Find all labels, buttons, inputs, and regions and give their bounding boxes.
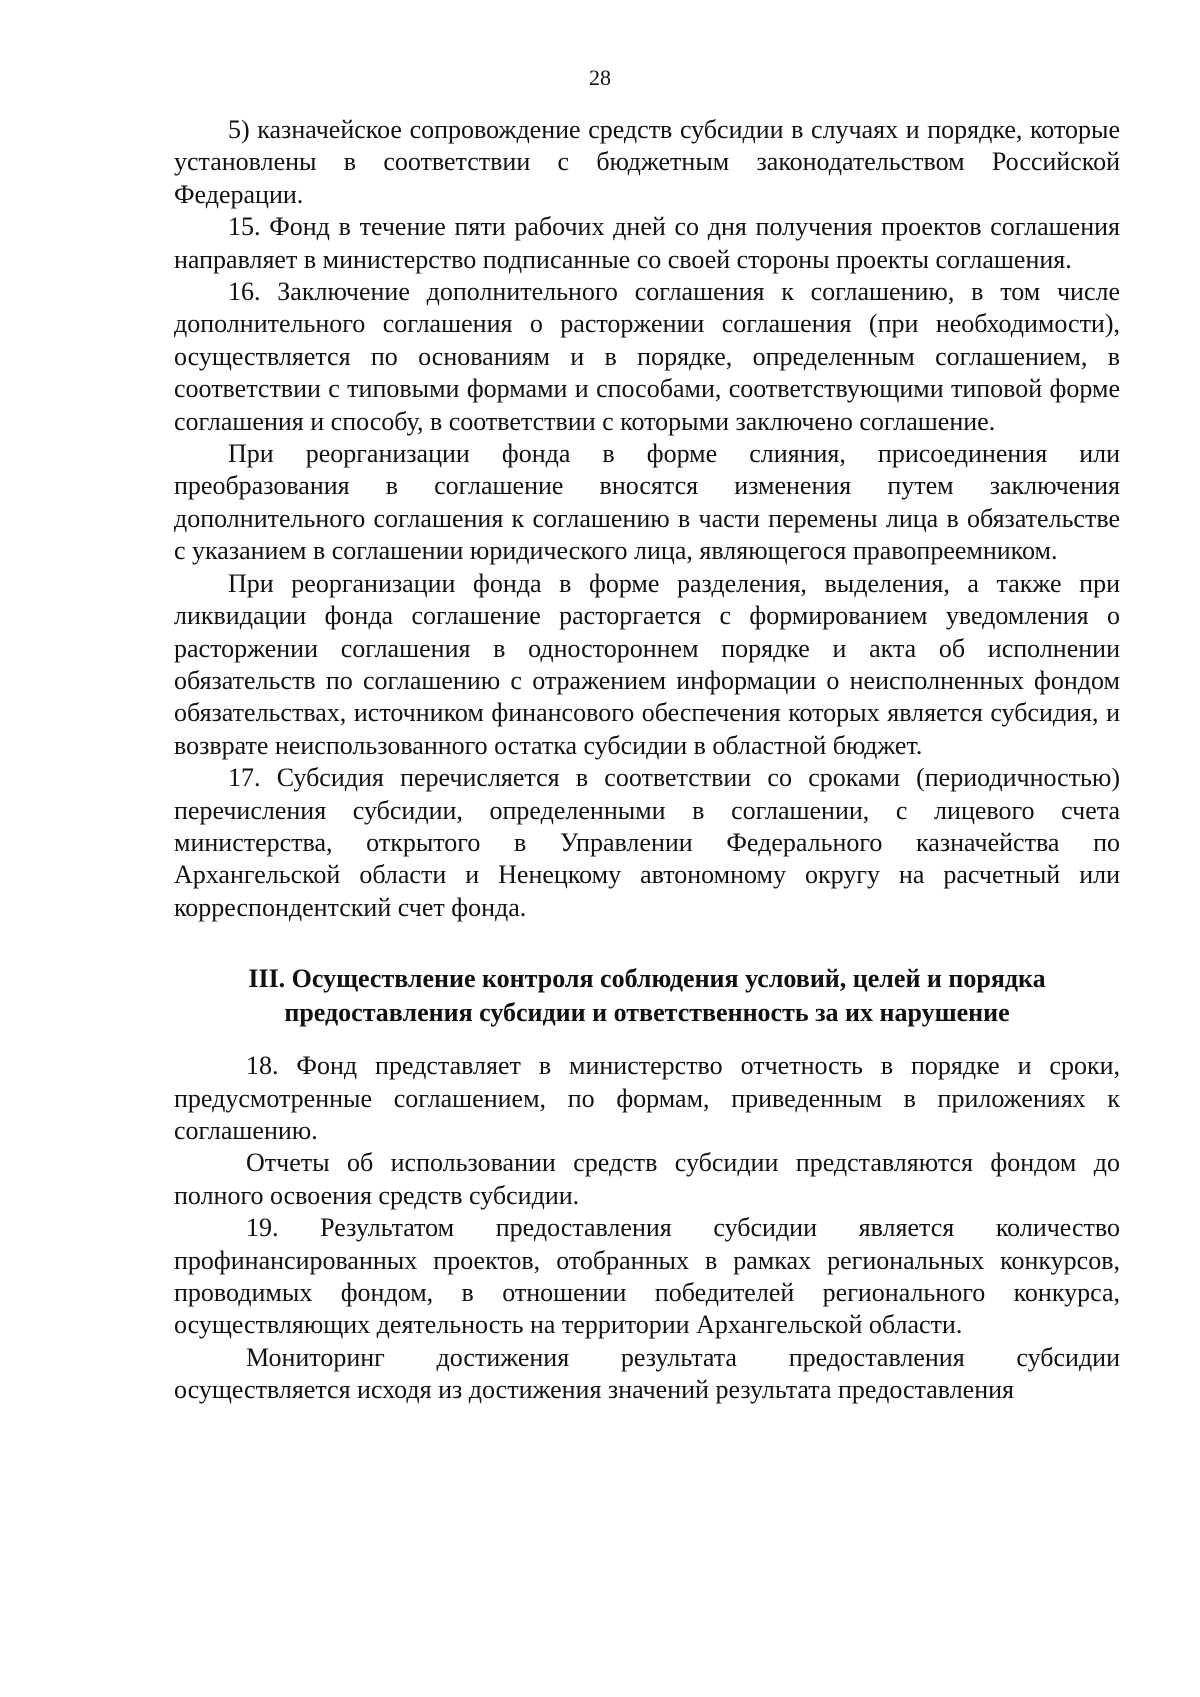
paragraph-clause-15: 15. Фонд в течение пяти рабочих дней со дня получения проектов соглашения направляет в министерство подписанные со своей стороны проекты соглашения.	[174, 212, 1120, 274]
document-body	[174, 114, 1120, 1407]
page-number: 28	[589, 65, 611, 90]
paragraph-clause-17: 17. Субсидия перечисляется в соответствии со сроками (периодичностью) перечисления субсидии, определенными в соглашении, с лицевого счета министерства, открытого в Управлении Федерального казначейства по Архангельской области и Ненецкому автономному округу на расчетный или корреспондентский счет фонда.	[174, 763, 1120, 922]
paragraph-reorganization-division: При реорганизации фонда в форме разделения, выделения, а также при ликвидации фонда соглашение расторгается с формированием уведомления о расторжении соглашения в одностороннем порядке и акта об исполнении обязательств по соглашению с отражением информации о неисполненных фондом обязательствах, источником финансового обеспечения которых является субсидия, и возврате неиспользованного остатка субсидии в областной бюджет.	[174, 568, 1120, 760]
section-heading	[174, 962, 1120, 1030]
section-heading-line-1: III. Осуществление контроля соблюдения условий, целей и порядка	[248, 964, 1046, 994]
paragraph-item-5: 5) казначейское сопровождение средств субсидии в случаях и порядке, которые установлены в соответствии с бюджетным законодательством Российской Федерации.	[174, 115, 1120, 209]
paragraph-clause-18: 18. Фонд представляет в министерство отчетность в порядке и сроки, предусмотренные соглашением, по формам, приведенным в приложениях к соглашению.	[174, 1051, 1120, 1145]
paragraph-reorganization-merger: При реорганизации фонда в форме слияния, присоединения или преобразования в соглашение вносятся изменения путем заключения дополнительного соглашения к соглашению в части перемены лица в обязательстве с указанием в соглашении юридического лица, являющегося правопреемником.	[174, 439, 1120, 566]
paragraph-clause-16: 16. Заключение дополнительного соглашения к соглашению, в том числе дополнительного соглашения о расторжении соглашения (при необходимости), осуществляется по основаниям и в порядке, определенным соглашением, в соответствии с типовыми формами и способами, соответствующими типовой форме соглашения и способу, в соответствии с которыми заключено соглашение.	[174, 277, 1120, 436]
paragraph-monitoring: Мониторинг достижения результата предоставления субсидии осуществляется исходя из достижения значений результата предоставления	[174, 1342, 1120, 1405]
paragraph-reports: Отчеты об использовании средств субсидии представляются фондом до полного освоения средств субсидии.	[174, 1148, 1120, 1210]
section-heading-line-2: предоставления субсидии и ответственность за их нарушение	[284, 998, 1010, 1028]
paragraph-clause-19: 19. Результатом предоставления субсидии является количество профинансированных проектов, отобранных в рамках региональных конкурсов, проводимых фондом, в отношении победителей регионального конкурса, осуществляющих деятельность на территории Архангельской области.	[174, 1213, 1120, 1340]
